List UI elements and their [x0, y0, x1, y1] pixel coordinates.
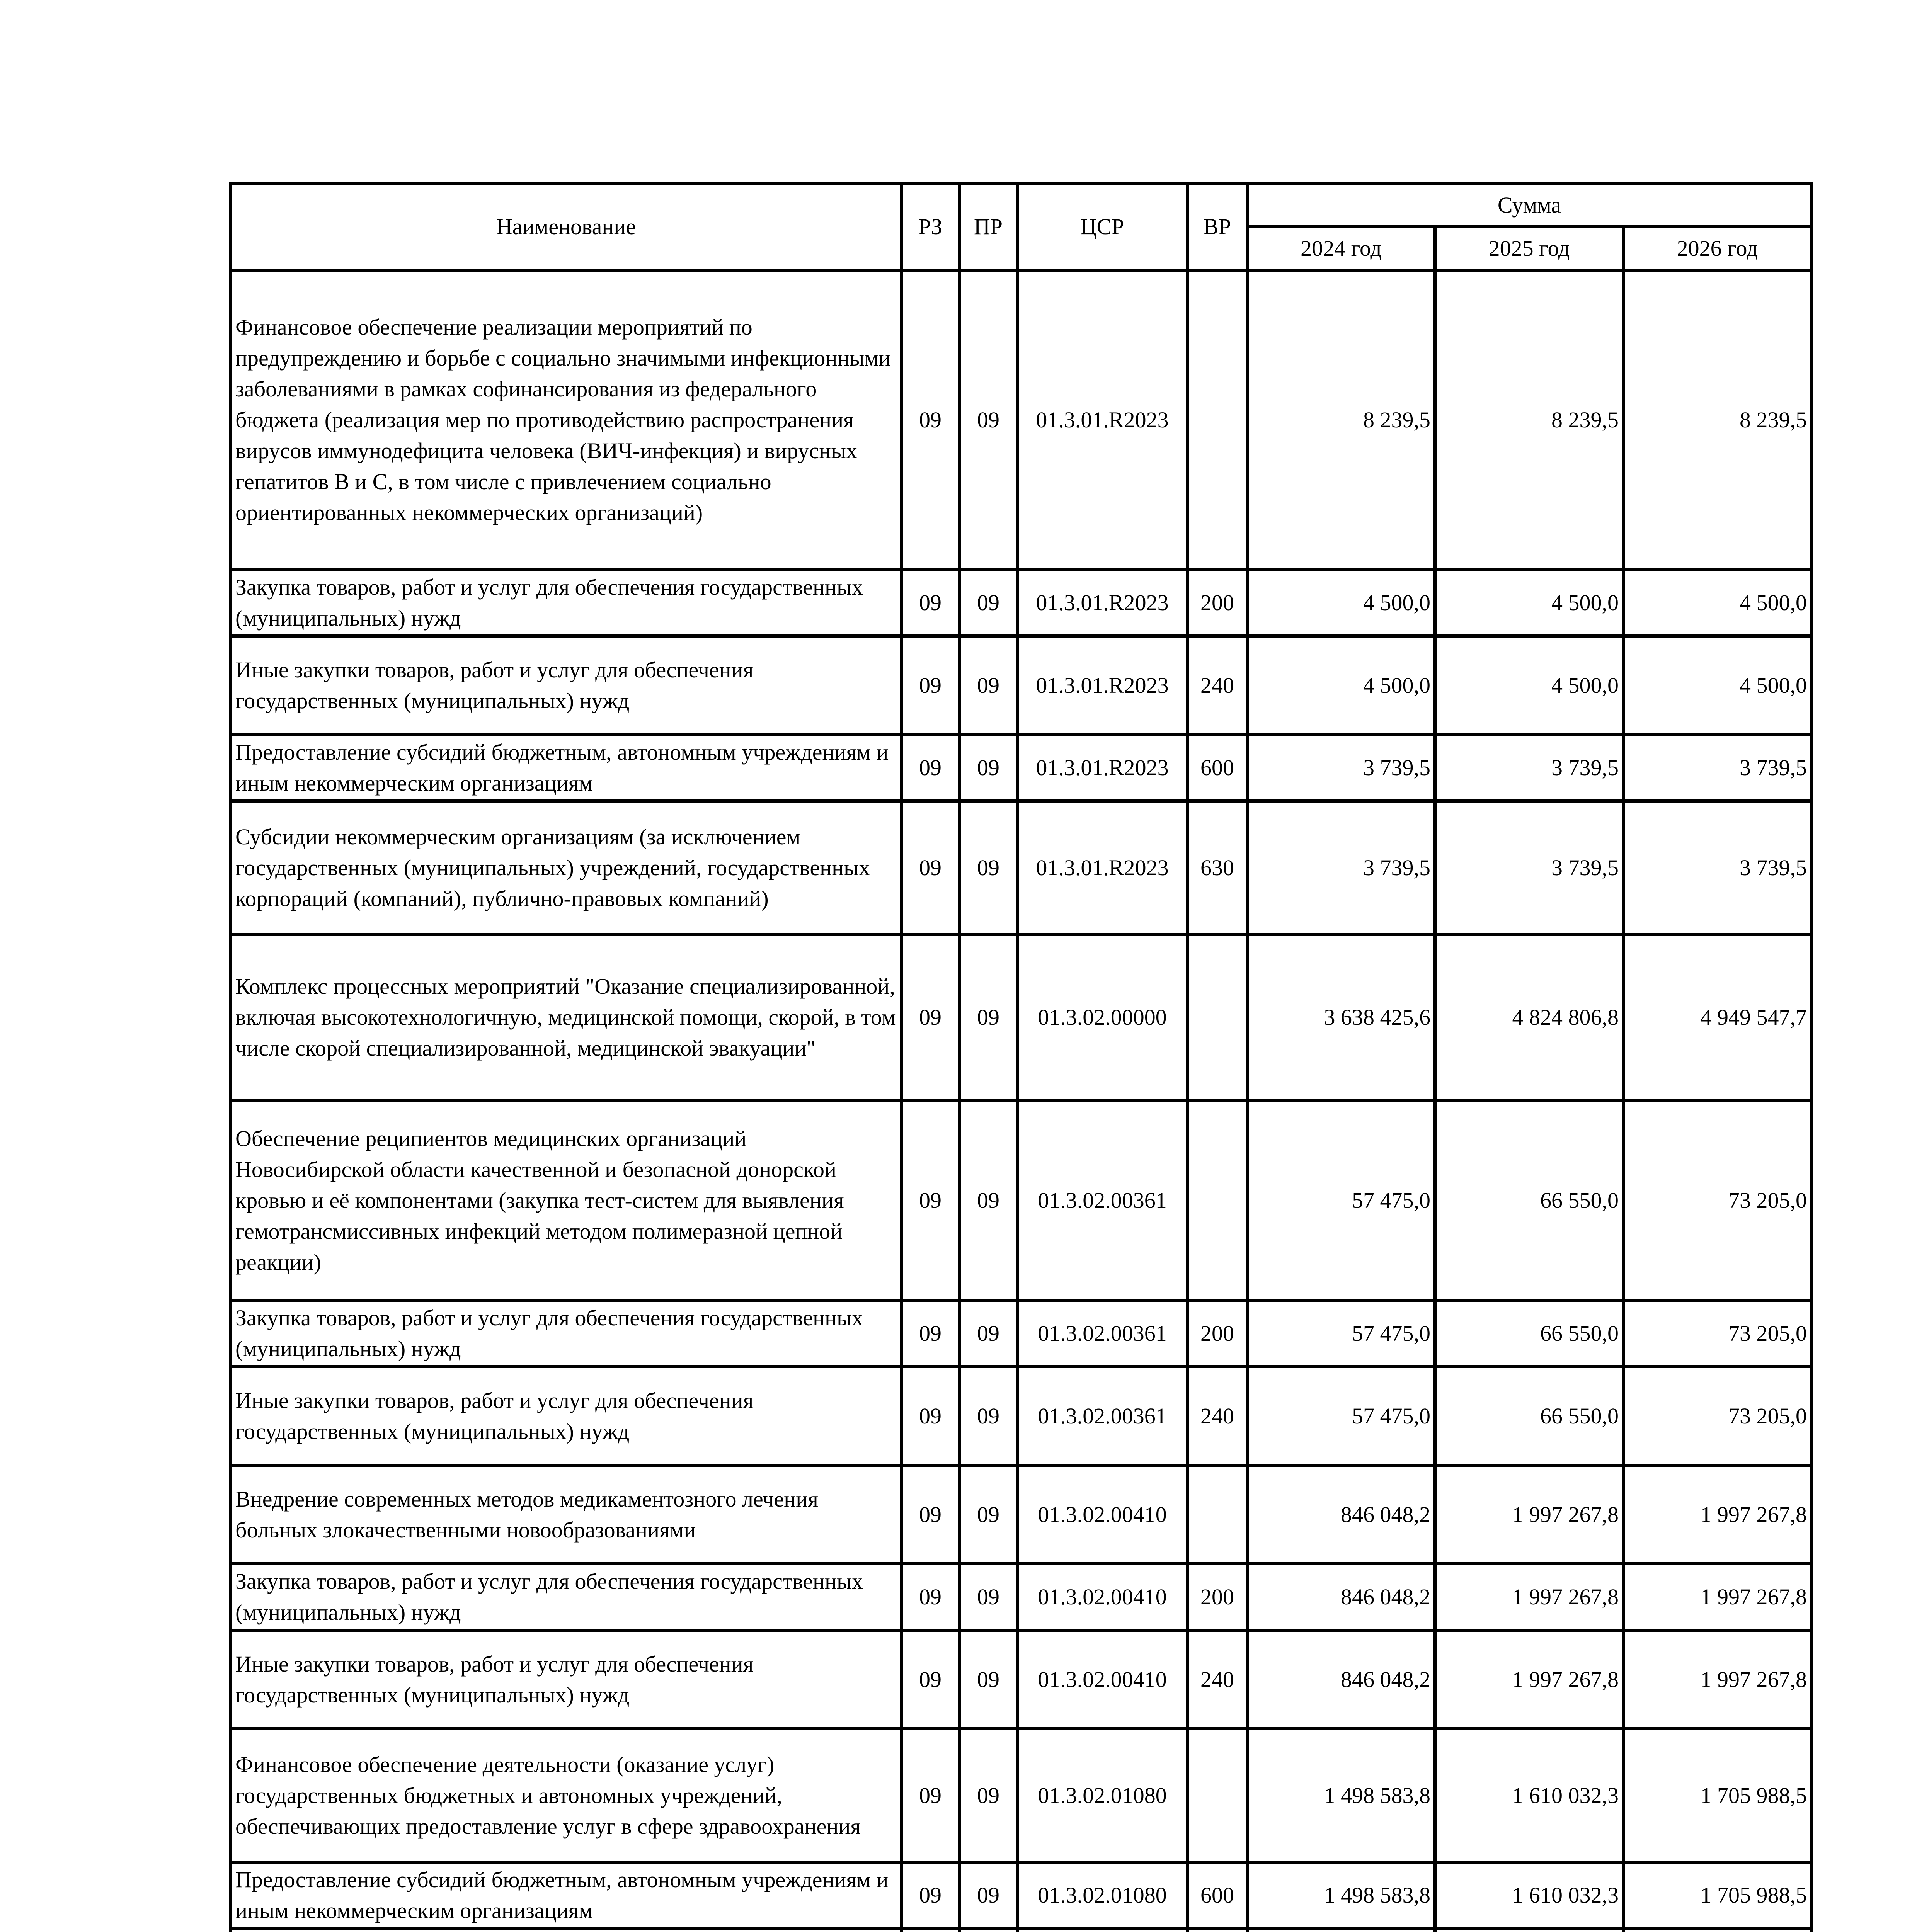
row-rz: 09 — [901, 636, 959, 735]
row-csr: 01.3.01.R2023 — [1017, 801, 1187, 934]
table-row — [231, 1929, 1811, 1932]
table-row — [231, 1862, 1811, 1929]
row-name: Комплекс процессных мероприятий "Оказание специализированной, включая высокотехнологичную, медицинской помощи, скорой, в том числе скорой специализированной, медицинской эвакуации" — [231, 934, 901, 1100]
row-csr: 01.3.01.R2023 — [1017, 570, 1187, 636]
row-sum-2024: 1 498 583,8 — [1247, 1862, 1435, 1929]
row-sum-2025: 3 739,5 — [1435, 735, 1623, 801]
row-rz — [901, 1929, 959, 1932]
row-sum-2026: 1 997 267,8 — [1623, 1564, 1811, 1630]
row-sum-2024: 4 500,0 — [1247, 636, 1435, 735]
row-sum-2024 — [1247, 1929, 1435, 1932]
header-rz: РЗ — [901, 184, 959, 270]
row-vr: 630 — [1187, 801, 1247, 934]
row-csr: 01.3.02.00361 — [1017, 1100, 1187, 1300]
row-sum-2024: 3 739,5 — [1247, 735, 1435, 801]
row-name: Обеспечение реципиентов медицинских организаций Новосибирской области качественной и безопасной донорской кровью и её компонентами (закупка тест-систем для выявления гемотрансмиссивных инфекций методом полимеразной цепной реакции) — [231, 1100, 901, 1300]
row-sum-2025: 4 824 806,8 — [1435, 934, 1623, 1100]
budget-table — [229, 182, 1813, 1932]
row-vr: 600 — [1187, 735, 1247, 801]
row-sum-2024: 1 498 583,8 — [1247, 1729, 1435, 1862]
row-sum-2026: 73 205,0 — [1623, 1367, 1811, 1465]
row-pr: 09 — [959, 570, 1017, 636]
row-name: Внедрение современных методов медикаментозного лечения больных злокачественными новообразованиями — [231, 1465, 901, 1564]
row-rz: 09 — [901, 570, 959, 636]
row-sum-2024: 3 638 425,6 — [1247, 934, 1435, 1100]
row-pr: 09 — [959, 270, 1017, 570]
row-csr: 01.3.02.01080 — [1017, 1729, 1187, 1862]
row-rz: 09 — [901, 735, 959, 801]
row-sum-2024: 846 048,2 — [1247, 1564, 1435, 1630]
row-csr: 01.3.02.00000 — [1017, 934, 1187, 1100]
row-pr: 09 — [959, 1729, 1017, 1862]
row-sum-2025: 66 550,0 — [1435, 1100, 1623, 1300]
row-name: Закупка товаров, работ и услуг для обеспечения государственных (муниципальных) нужд — [231, 1564, 901, 1630]
row-sum-2025: 1 610 032,3 — [1435, 1729, 1623, 1862]
row-sum-2026: 1 705 988,5 — [1623, 1862, 1811, 1929]
table-row — [231, 1300, 1811, 1367]
table-row — [231, 1729, 1811, 1862]
table-row — [231, 1100, 1811, 1300]
row-name: Предоставление субсидий бюджетным, автономным учреждениям и иным некоммерческим организациям — [231, 735, 901, 801]
row-sum-2024: 57 475,0 — [1247, 1100, 1435, 1300]
row-pr: 09 — [959, 801, 1017, 934]
row-pr: 09 — [959, 636, 1017, 735]
row-sum-2024: 846 048,2 — [1247, 1630, 1435, 1729]
row-name: Иные закупки товаров, работ и услуг для обеспечения государственных (муниципальных) нужд — [231, 636, 901, 735]
row-pr — [959, 1929, 1017, 1932]
row-sum-2026: 73 205,0 — [1623, 1100, 1811, 1300]
row-rz: 09 — [901, 1630, 959, 1729]
table-row — [231, 1367, 1811, 1465]
table-row — [231, 636, 1811, 735]
row-vr: 240 — [1187, 1630, 1247, 1729]
row-csr: 01.3.01.R2023 — [1017, 636, 1187, 735]
row-vr: 200 — [1187, 1564, 1247, 1630]
row-vr: 200 — [1187, 1300, 1247, 1367]
table-row — [231, 1564, 1811, 1630]
row-sum-2024: 3 739,5 — [1247, 801, 1435, 934]
row-pr: 09 — [959, 934, 1017, 1100]
row-sum-2026: 1 997 267,8 — [1623, 1465, 1811, 1564]
header-csr: ЦСР — [1017, 184, 1187, 270]
header-sum: Сумма — [1247, 184, 1811, 227]
row-sum-2025: 4 500,0 — [1435, 570, 1623, 636]
row-vr — [1187, 1100, 1247, 1300]
row-rz: 09 — [901, 1729, 959, 1862]
table-row — [231, 934, 1811, 1100]
row-csr: 01.3.01.R2023 — [1017, 270, 1187, 570]
row-rz: 09 — [901, 801, 959, 934]
header-pr: ПР — [959, 184, 1017, 270]
table-body — [231, 270, 1811, 1932]
row-pr: 09 — [959, 1300, 1017, 1367]
row-vr: 240 — [1187, 636, 1247, 735]
header-year-2025: 2025 год — [1435, 227, 1623, 270]
row-pr: 09 — [959, 1100, 1017, 1300]
row-sum-2024: 4 500,0 — [1247, 570, 1435, 636]
row-csr: 01.3.02.00361 — [1017, 1300, 1187, 1367]
row-name: Иные закупки товаров, работ и услуг для обеспечения государственных (муниципальных) нужд — [231, 1367, 901, 1465]
row-sum-2026: 1 705 988,5 — [1623, 1729, 1811, 1862]
row-pr: 09 — [959, 1862, 1017, 1929]
row-pr: 09 — [959, 1465, 1017, 1564]
row-rz: 09 — [901, 1100, 959, 1300]
row-rz: 09 — [901, 1862, 959, 1929]
row-sum-2026: 8 239,5 — [1623, 270, 1811, 570]
row-pr: 09 — [959, 1564, 1017, 1630]
row-sum-2026: 1 997 267,8 — [1623, 1630, 1811, 1729]
row-sum-2025: 3 739,5 — [1435, 801, 1623, 934]
row-csr: 01.3.02.00410 — [1017, 1564, 1187, 1630]
header-year-2026: 2026 год — [1623, 227, 1811, 270]
row-sum-2026: 4 949 547,7 — [1623, 934, 1811, 1100]
row-csr: 01.3.02.00361 — [1017, 1367, 1187, 1465]
row-sum-2025: 1 997 267,8 — [1435, 1564, 1623, 1630]
table-row — [231, 801, 1811, 934]
row-name: Предоставление субсидий бюджетным, автономным учреждениям и иным некоммерческим организациям — [231, 1862, 901, 1929]
row-vr: 600 — [1187, 1862, 1247, 1929]
row-rz: 09 — [901, 1465, 959, 1564]
row-vr — [1187, 1465, 1247, 1564]
row-name: Финансовое обеспечение реализации мероприятий по предупреждению и борьбе с социально значимыми инфекционными заболеваниями в рамках софинансирования из федерального бюджета (реализация мер по противодействию распространения вирусов иммунодефицита человека (ВИЧ-инфекция) и вирусных гепатитов B и C, в том числе с привлечением социально ориентированных некоммерческих организаций) — [231, 270, 901, 570]
table-row — [231, 570, 1811, 636]
row-csr: 01.3.01.R2023 — [1017, 735, 1187, 801]
row-csr: 01.3.02.00410 — [1017, 1465, 1187, 1564]
row-sum-2024: 57 475,0 — [1247, 1300, 1435, 1367]
header-year-2024: 2024 год — [1247, 227, 1435, 270]
row-csr — [1017, 1929, 1187, 1932]
row-sum-2026: 3 739,5 — [1623, 801, 1811, 934]
row-name: Финансовое обеспечение деятельности (оказание услуг) государственных бюджетных и автономных учреждений, обеспечивающих предоставление услуг в сфере здравоохранения — [231, 1729, 901, 1862]
row-vr — [1187, 1929, 1247, 1932]
row-rz: 09 — [901, 270, 959, 570]
row-name: Субсидии некоммерческим организациям (за исключением государственных (муниципальных) учреждений, государственных корпораций (компаний), публично-правовых компаний) — [231, 801, 901, 934]
header-name: Наименование — [231, 184, 901, 270]
row-sum-2025: 66 550,0 — [1435, 1367, 1623, 1465]
row-rz: 09 — [901, 1300, 959, 1367]
row-sum-2026: 73 205,0 — [1623, 1300, 1811, 1367]
table-row — [231, 1465, 1811, 1564]
row-pr: 09 — [959, 1630, 1017, 1729]
row-sum-2025: 1 997 267,8 — [1435, 1630, 1623, 1729]
row-sum-2025: 8 239,5 — [1435, 270, 1623, 570]
row-csr: 01.3.02.00410 — [1017, 1630, 1187, 1729]
row-sum-2026: 4 500,0 — [1623, 636, 1811, 735]
row-sum-2025: 66 550,0 — [1435, 1300, 1623, 1367]
row-vr: 240 — [1187, 1367, 1247, 1465]
table-row — [231, 1630, 1811, 1729]
header-vr: ВР — [1187, 184, 1247, 270]
table-row — [231, 270, 1811, 570]
row-vr — [1187, 1729, 1247, 1862]
row-sum-2026: 4 500,0 — [1623, 570, 1811, 636]
row-sum-2026: 3 739,5 — [1623, 735, 1811, 801]
row-pr: 09 — [959, 1367, 1017, 1465]
row-sum-2026 — [1623, 1929, 1811, 1932]
row-sum-2024: 8 239,5 — [1247, 270, 1435, 570]
row-sum-2025: 1 610 032,3 — [1435, 1862, 1623, 1929]
row-pr: 09 — [959, 735, 1017, 801]
row-name: Закупка товаров, работ и услуг для обеспечения государственных (муниципальных) нужд — [231, 1300, 901, 1367]
row-vr — [1187, 934, 1247, 1100]
row-name — [231, 1929, 901, 1932]
row-rz: 09 — [901, 1564, 959, 1630]
row-sum-2024: 846 048,2 — [1247, 1465, 1435, 1564]
row-sum-2025: 4 500,0 — [1435, 636, 1623, 735]
row-name: Закупка товаров, работ и услуг для обеспечения государственных (муниципальных) нужд — [231, 570, 901, 636]
row-sum-2025: 1 997 267,8 — [1435, 1465, 1623, 1564]
row-vr — [1187, 270, 1247, 570]
row-vr: 200 — [1187, 570, 1247, 636]
row-rz: 09 — [901, 1367, 959, 1465]
row-rz: 09 — [901, 934, 959, 1100]
row-name: Иные закупки товаров, работ и услуг для обеспечения государственных (муниципальных) нужд — [231, 1630, 901, 1729]
table-row — [231, 735, 1811, 801]
row-sum-2025 — [1435, 1929, 1623, 1932]
row-csr: 01.3.02.01080 — [1017, 1862, 1187, 1929]
row-sum-2024: 57 475,0 — [1247, 1367, 1435, 1465]
